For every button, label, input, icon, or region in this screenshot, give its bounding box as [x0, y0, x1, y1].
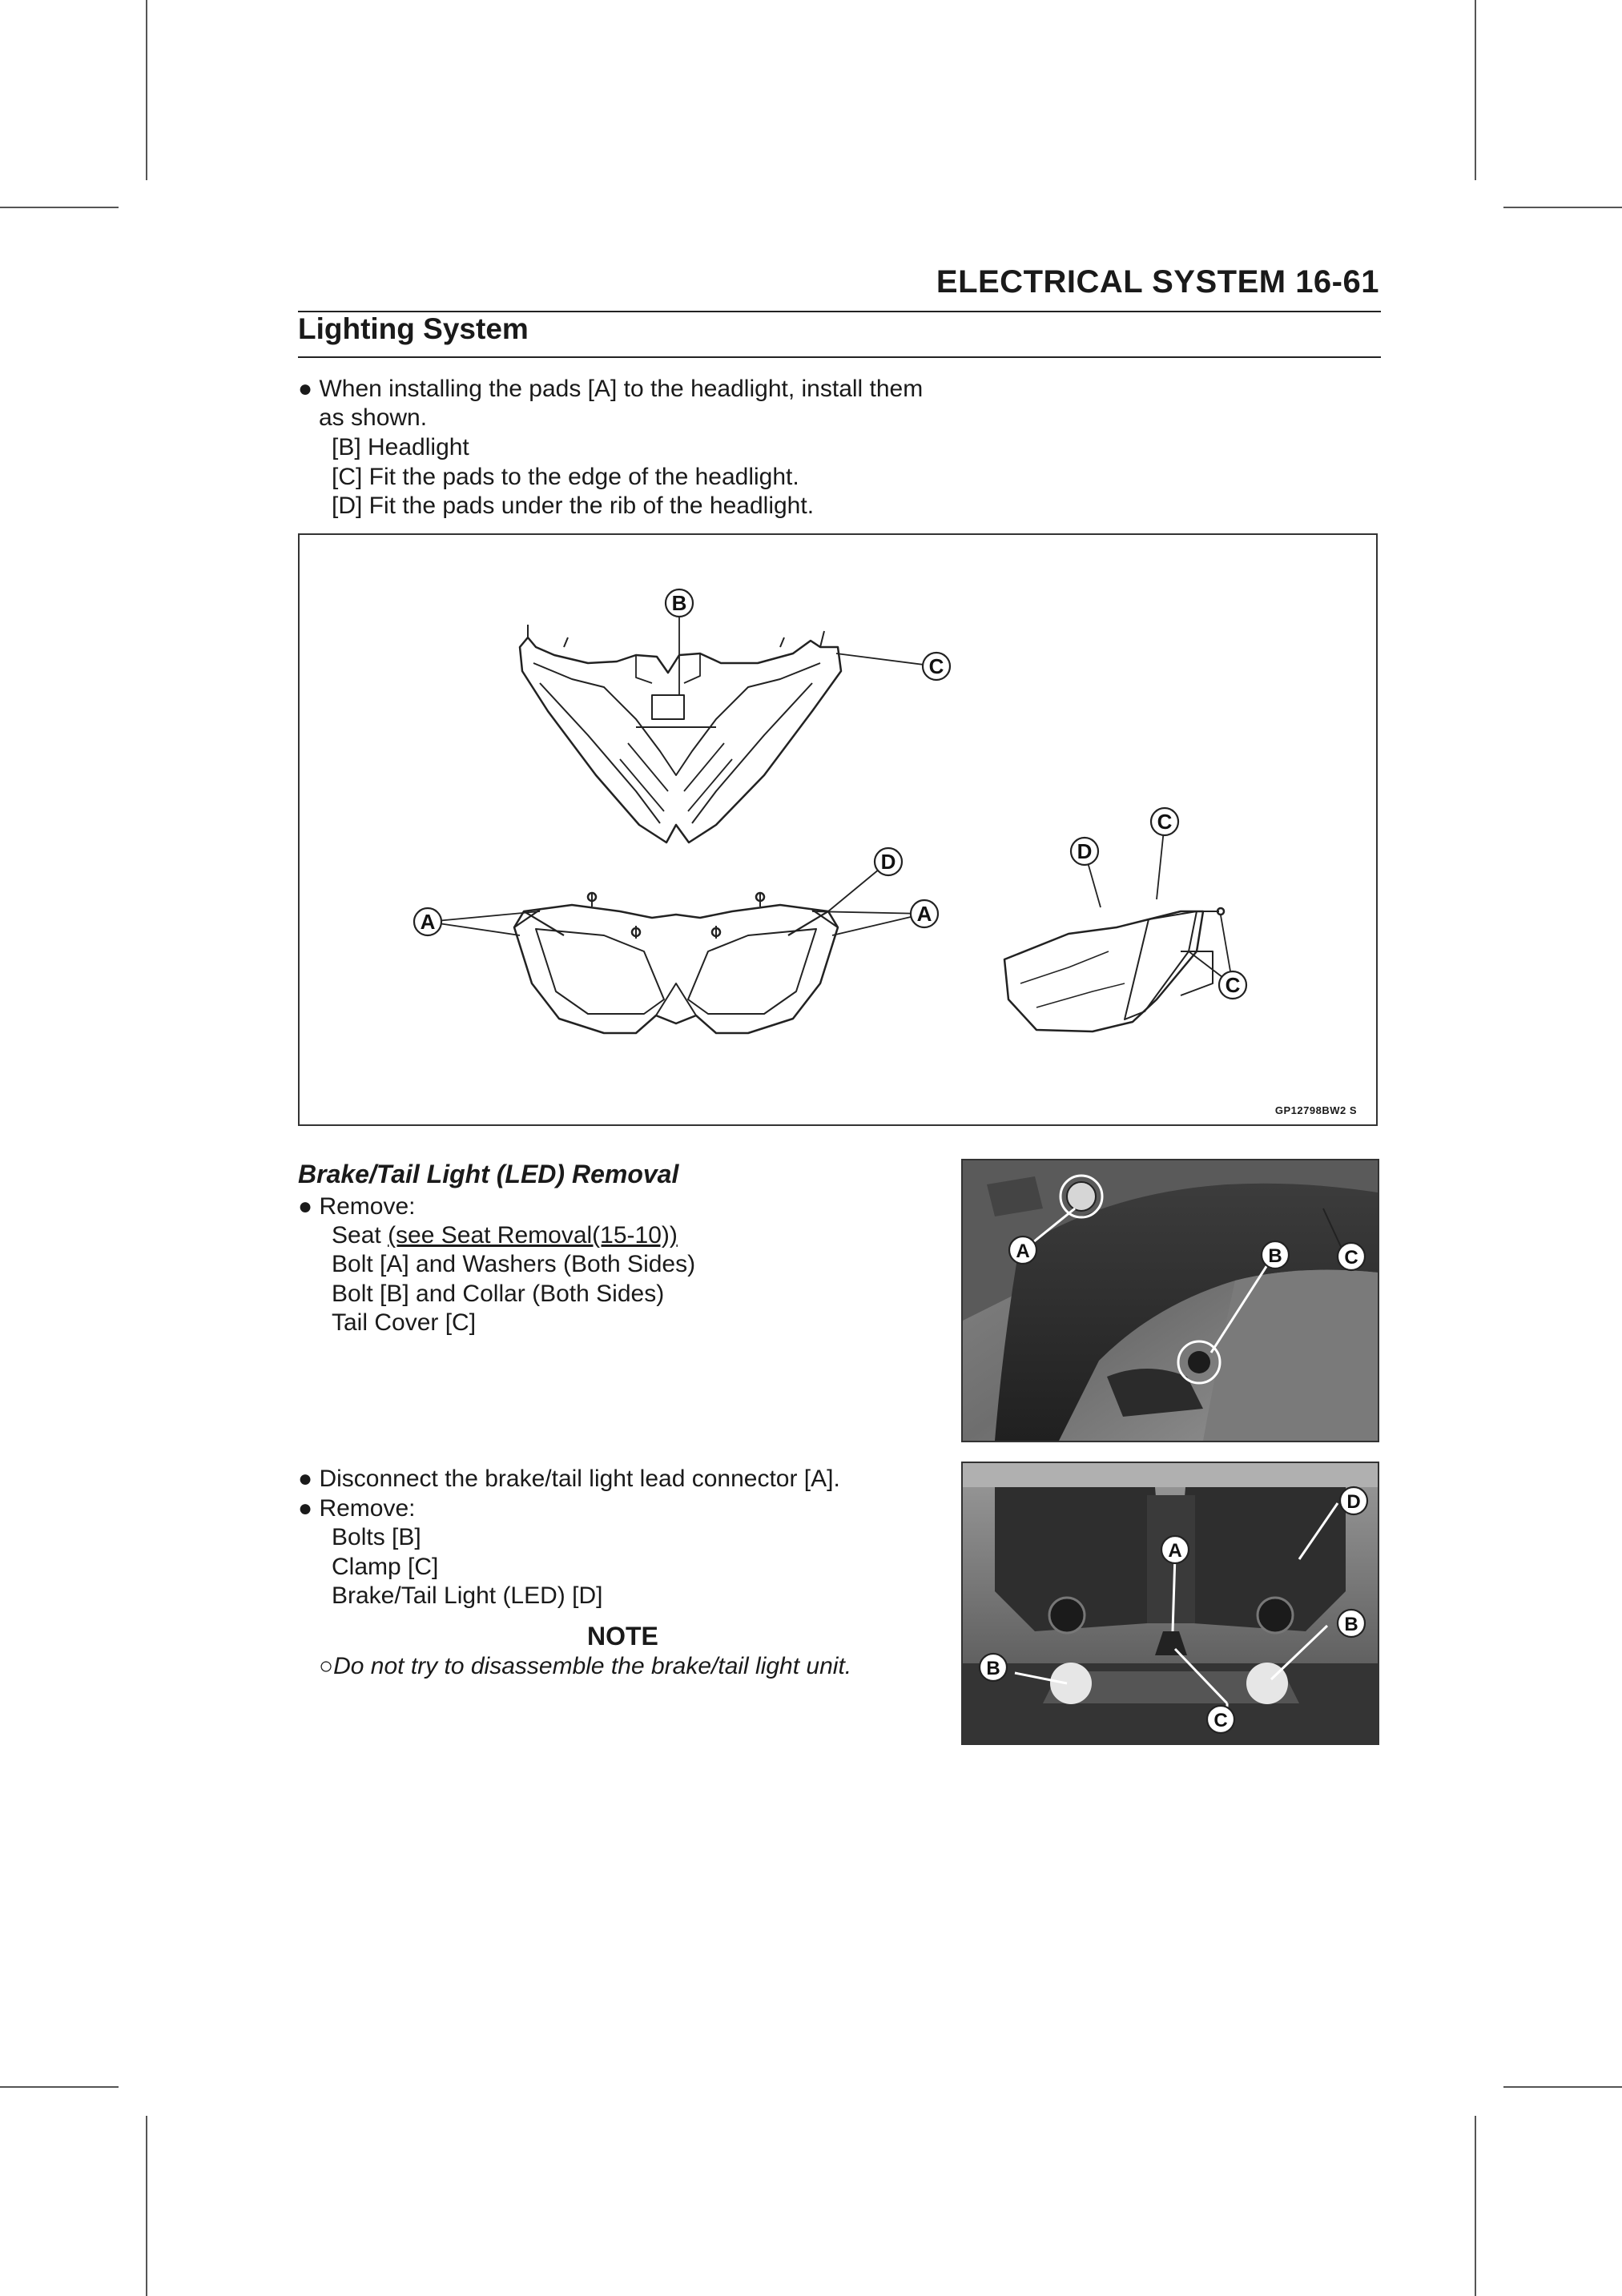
crop-mark	[146, 2116, 147, 2296]
callout-c	[1219, 971, 1246, 999]
svg-text:B: B	[671, 591, 687, 615]
seat-removal-link[interactable]: (see Seat Removal(15-10))	[388, 1222, 678, 1249]
note-heading: NOTE	[587, 1622, 658, 1651]
headlight-side-view	[1004, 908, 1224, 1031]
photo-callout-c	[1207, 1706, 1234, 1733]
page-header-title: ELECTRICAL SYSTEM 16-61	[936, 264, 1379, 300]
removal-title: Brake/Tail Light (LED) Removal	[298, 1160, 679, 1188]
photo-callout-c	[1338, 1243, 1365, 1270]
tail-light-photo-image	[963, 1463, 1378, 1743]
svg-text:C: C	[1213, 1710, 1228, 1731]
disconnect-item-light: Brake/Tail Light (LED) [D]	[332, 1582, 603, 1609]
photo-callout-b	[1262, 1241, 1289, 1269]
tail-cover-photo-image	[963, 1160, 1378, 1441]
svg-text:C: C	[1225, 973, 1241, 997]
install-bullet-line1: ● When installing the pads [A] to the headlight, install them	[298, 376, 924, 402]
removal-item-bolt-b: Bolt [B] and Collar (Both Sides)	[332, 1281, 665, 1307]
photo-callout-b	[980, 1654, 1007, 1681]
section-rule	[298, 356, 1381, 358]
photo-callout-a	[1161, 1536, 1189, 1563]
disconnect-item-clamp: Clamp [C]	[332, 1554, 439, 1580]
callout-c	[1151, 808, 1178, 835]
install-bullet-line2: as shown.	[319, 404, 428, 431]
svg-text:A: A	[1016, 1240, 1030, 1262]
photo-callout-a	[1009, 1236, 1036, 1264]
svg-text:D: D	[880, 850, 896, 874]
headlight-diagram	[300, 535, 1376, 1124]
disconnect-remove-bullet: ● Remove:	[298, 1495, 416, 1522]
crop-mark	[146, 0, 147, 180]
removal-bullet: ● Remove:	[298, 1193, 416, 1220]
legend-item-c: [C] Fit the pads to the edge of the headlight.	[332, 464, 799, 490]
photo-callout-b	[1338, 1610, 1365, 1637]
crop-mark	[0, 2086, 119, 2088]
disconnect-item-bolts: Bolts [B]	[332, 1524, 421, 1550]
removal-item-seat	[332, 1221, 678, 1251]
removal-item-bolt-a: Bolt [A] and Washers (Both Sides)	[332, 1251, 696, 1277]
callout-a	[911, 900, 938, 927]
photo-callout-d	[1340, 1487, 1367, 1514]
headlight-figure	[298, 533, 1378, 1126]
removal-item-seat-label: Seat	[332, 1222, 388, 1249]
figure-code: GP12798BW2 S	[1274, 1104, 1357, 1116]
callout-a	[414, 908, 441, 935]
svg-text:B: B	[1344, 1614, 1358, 1635]
callout-d	[1071, 838, 1098, 865]
svg-text:D: D	[1346, 1491, 1361, 1513]
callout-b	[666, 589, 693, 617]
headlight-front-view	[514, 893, 838, 1033]
legend-item-d: [D] Fit the pads under the rib of the headlight.	[332, 493, 815, 519]
tail-light-photo	[961, 1462, 1379, 1745]
svg-text:A: A	[420, 910, 436, 934]
callout-c	[923, 653, 950, 680]
disconnect-bullet: ● Disconnect the brake/tail light lead connector [A].	[298, 1466, 840, 1492]
crop-mark	[1503, 2086, 1622, 2088]
headlight-top-view	[520, 625, 841, 842]
svg-text:A: A	[1168, 1540, 1182, 1562]
svg-text:C: C	[928, 654, 944, 678]
callout-d	[875, 848, 902, 875]
crop-mark	[0, 207, 119, 208]
svg-text:B: B	[986, 1658, 1000, 1679]
svg-text:B: B	[1268, 1245, 1282, 1267]
note-body: ○Do not try to disassemble the brake/tail light unit.	[319, 1653, 852, 1679]
section-title: Lighting System	[298, 312, 529, 345]
crop-mark	[1503, 207, 1622, 208]
crop-mark	[1475, 0, 1476, 180]
svg-text:C: C	[1157, 810, 1173, 834]
tail-cover-photo	[961, 1159, 1379, 1442]
legend-item-b: [B] Headlight	[332, 434, 469, 460]
crop-mark	[1475, 2116, 1476, 2296]
removal-item-tail-cover: Tail Cover [C]	[332, 1309, 477, 1336]
svg-text:C: C	[1344, 1247, 1358, 1269]
svg-text:D: D	[1077, 839, 1093, 863]
svg-text:A: A	[916, 902, 932, 926]
